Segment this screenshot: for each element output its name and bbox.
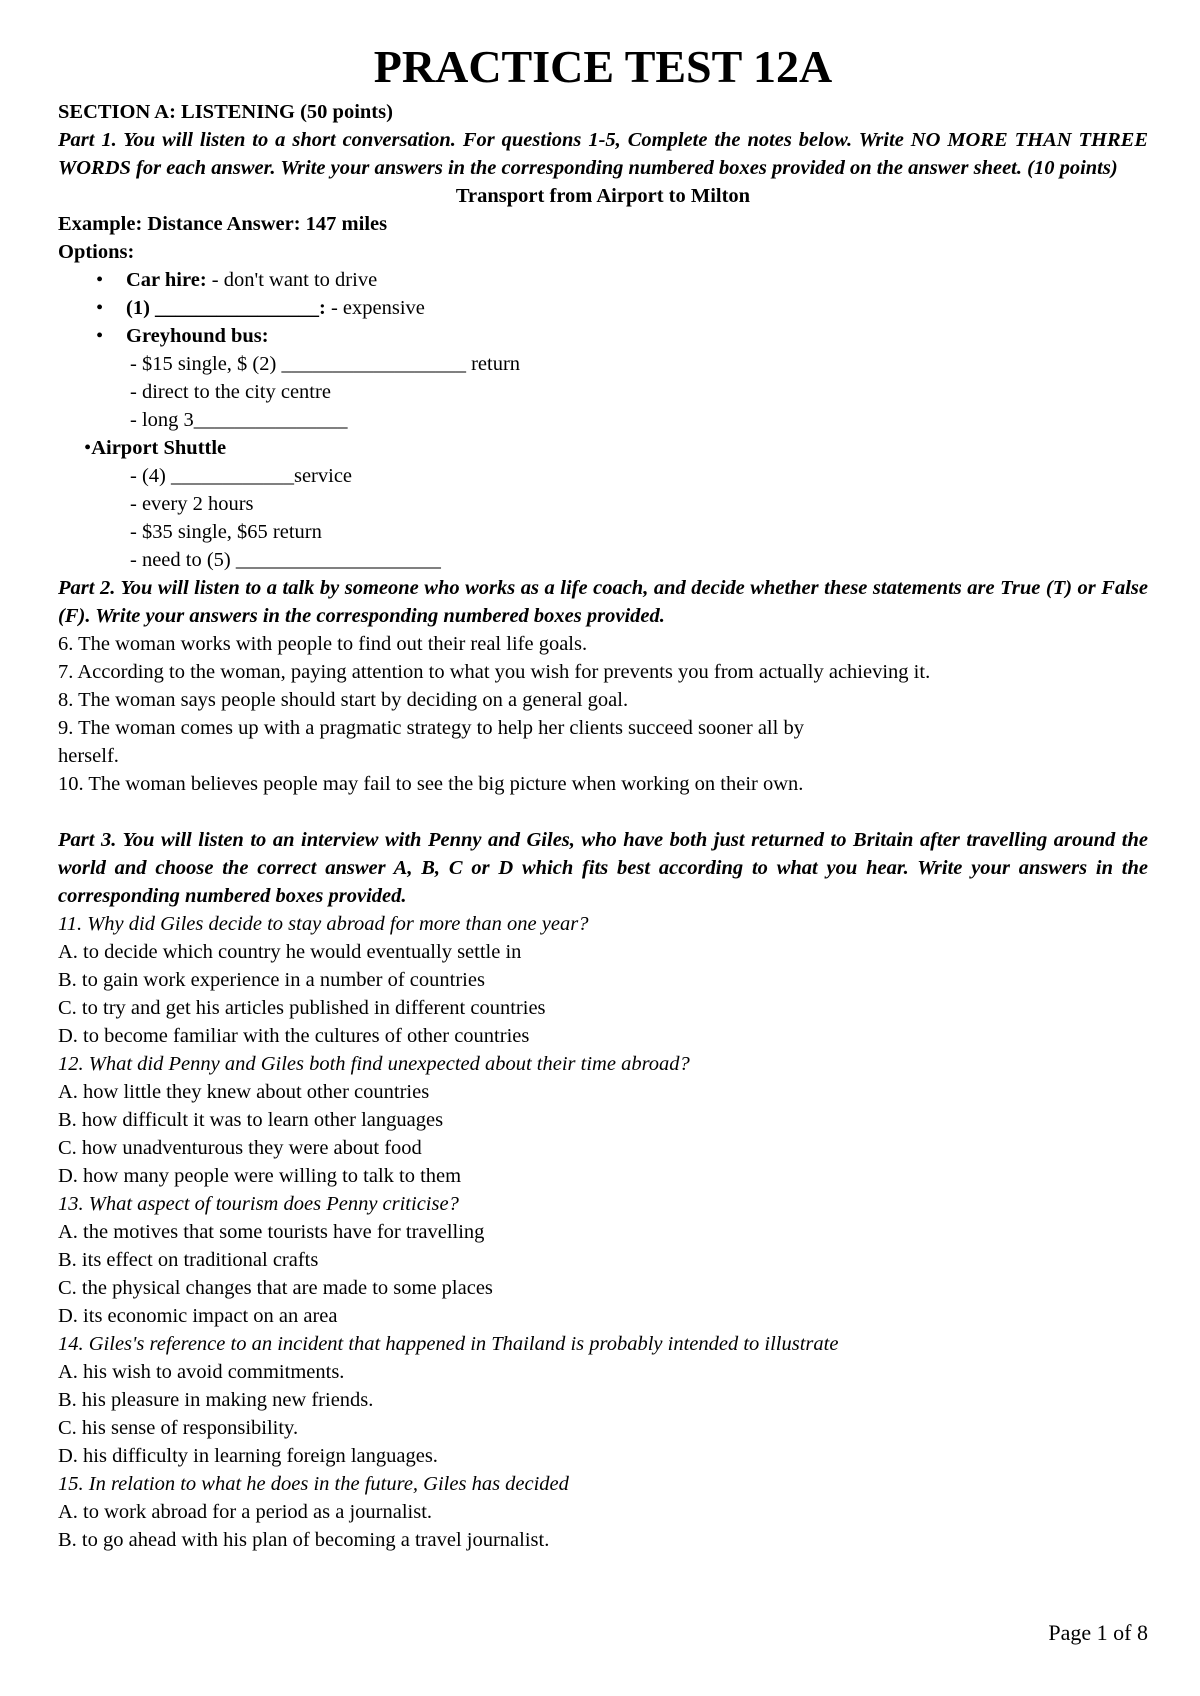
bullet-icon: •	[96, 325, 104, 347]
section-heading: SECTION A: LISTENING (50 points)	[58, 101, 393, 123]
bullet-icon: •	[96, 297, 104, 319]
list-item	[58, 434, 1148, 462]
shuttle-detail: - every 2 hours	[130, 493, 254, 515]
question: 14. Giles's reference to an incident that happened in Thailand is probably intended to illustrate	[58, 1333, 839, 1355]
answer-option: B. his pleasure in making new friends.	[58, 1389, 374, 1411]
shuttle-detail: - (4) ____________service	[130, 465, 353, 487]
question: 12. What did Penny and Giles both find unexpected about their time abroad?	[58, 1053, 690, 1075]
greyhound-detail: - direct to the city centre	[130, 381, 331, 403]
answer-option: D. how many people were willing to talk to them	[58, 1165, 462, 1187]
options-label: Options:	[58, 241, 135, 263]
greyhound-label: Greyhound bus:	[126, 325, 269, 347]
question: 15. In relation to what he does in the future, Giles has decided	[58, 1473, 569, 1495]
answer-option: D. his difficulty in learning foreign languages.	[58, 1445, 438, 1467]
bullet-icon: •	[84, 437, 92, 459]
question: 13. What aspect of tourism does Penny criticise?	[58, 1193, 459, 1215]
document-page	[58, 40, 1148, 1554]
page-title: PRACTICE TEST 12A	[373, 41, 833, 92]
question: 11. Why did Giles decide to stay abroad for more than one year?	[58, 913, 589, 935]
answer-option: B. its effect on traditional crafts	[58, 1249, 319, 1271]
list-item	[58, 266, 1148, 294]
part1-heading: Transport from Airport to Milton	[455, 185, 751, 207]
bullet-icon: •	[96, 269, 104, 291]
greyhound-detail: - $15 single, $ (2) __________________ return	[130, 353, 521, 375]
part1-instructions: Part 1. You will listen to a short conversation. For questions 1-5, Complete the notes below. Write NO MORE THAN THREE WORDS for each answer. Write your answers in the corresponding numbered boxes provided on the answer sheet. (10 points)	[58, 129, 1148, 179]
car-hire-note: - don't want to drive	[206, 269, 378, 291]
answer-option: D. its economic impact on an area	[58, 1305, 338, 1327]
car-hire-label: Car hire:	[126, 269, 207, 291]
shuttle-label: Airport Shuttle	[91, 437, 227, 459]
answer-option: D. to become familiar with the cultures of other countries	[58, 1025, 530, 1047]
greyhound-detail: - long 3_______________	[130, 409, 348, 431]
list-item	[58, 322, 1148, 350]
answer-option: C. how unadventurous they were about food	[58, 1137, 422, 1159]
q1-label: (1) ________________:	[126, 297, 326, 319]
statement: 7. According to the woman, paying attention to what you wish for prevents you from actually achieving it.	[58, 661, 931, 683]
answer-option: C. to try and get his articles published in different countries	[58, 997, 546, 1019]
q1-note: - expensive	[325, 297, 425, 319]
answer-option: B. how difficult it was to learn other languages	[58, 1109, 444, 1131]
answer-option: A. how little they knew about other countries	[58, 1081, 430, 1103]
statement: 9. The woman comes up with a pragmatic strategy to help her clients succeed sooner all by	[58, 717, 804, 739]
answer-option: C. his sense of responsibility.	[58, 1417, 299, 1439]
page-number: Page 1 of 8	[1048, 1620, 1148, 1645]
part2-instructions: Part 2. You will listen to a talk by someone who works as a life coach, and decide whether these statements are True (T) or False (F). Write your answers in the corresponding numbered boxes provided.	[58, 577, 1148, 627]
answer-option: A. to decide which country he would eventually settle in	[58, 941, 522, 963]
answer-option: A. the motives that some tourists have for travelling	[58, 1221, 485, 1243]
statement: herself.	[58, 745, 119, 767]
answer-option: B. to gain work experience in a number of countries	[58, 969, 485, 991]
shuttle-detail: - need to (5) ____________________	[130, 549, 441, 571]
statement: 10. The woman believes people may fail to see the big picture when working on their own.	[58, 773, 804, 795]
answer-option: C. the physical changes that are made to some places	[58, 1277, 493, 1299]
part1-example: Example: Distance Answer: 147 miles	[58, 213, 388, 235]
statement: 6. The woman works with people to find out their real life goals.	[58, 633, 588, 655]
answer-option: A. his wish to avoid commitments.	[58, 1361, 345, 1383]
statement: 8. The woman says people should start by deciding on a general goal.	[58, 689, 629, 711]
list-item	[58, 294, 1148, 322]
part3-instructions: Part 3. You will listen to an interview with Penny and Giles, who have both just returned to Britain after travelling around the world and choose the correct answer A, B, C or D which fits best according to what you hear. Write your answers in the corresponding numbered boxes provided.	[58, 829, 1148, 907]
shuttle-detail: - $35 single, $65 return	[130, 521, 322, 543]
answer-option: B. to go ahead with his plan of becoming a travel journalist.	[58, 1529, 550, 1551]
answer-option: A. to work abroad for a period as a journalist.	[58, 1501, 433, 1523]
